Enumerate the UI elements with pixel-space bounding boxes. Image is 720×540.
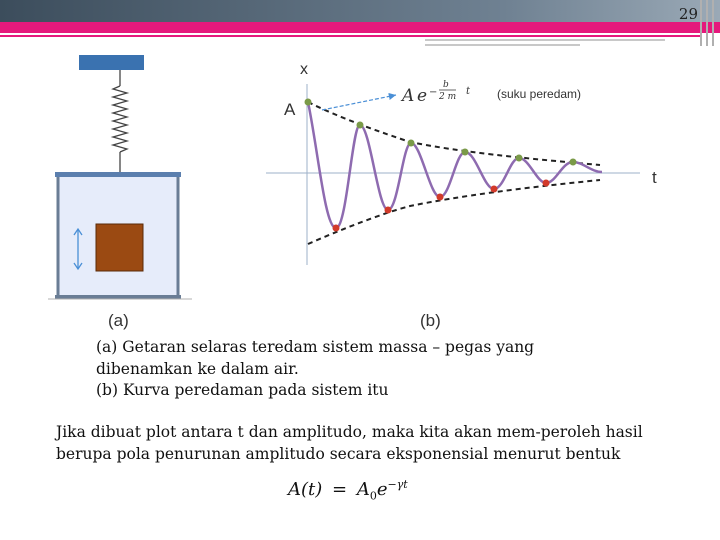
- envelope-pointer-arrow: [322, 95, 396, 110]
- spring-mass-diagram: [48, 55, 192, 330]
- trough-points: [333, 180, 550, 232]
- caption-line: dibenamkan ke dalam air.: [96, 359, 299, 378]
- damping-term-annotation: (suku peredam): [497, 87, 582, 101]
- ceiling-mount: [79, 55, 144, 70]
- svg-text:b: b: [443, 80, 449, 90]
- envelope-lower: [308, 180, 600, 244]
- decay-formula: [288, 478, 408, 503]
- caption-line: (b) Kurva peredaman pada sistem itu: [96, 381, 389, 399]
- paragraph-line: Jika dibuat plot antara t dan amplitudo, maka kita akan mem-peroleh hasil: [56, 423, 643, 441]
- svg-text:A: A: [402, 86, 415, 106]
- amplitude-label: A: [284, 100, 296, 119]
- water-surface-lid: [55, 172, 181, 177]
- damping-curve: [266, 61, 657, 330]
- mass-block: [96, 224, 143, 271]
- spring: [113, 86, 127, 152]
- formula-equals: =: [332, 479, 348, 500]
- formula-subscript: 0: [369, 489, 377, 503]
- svg-text:e: e: [417, 86, 428, 106]
- formula-exponent: −γt: [387, 478, 408, 491]
- paragraph-line: berupa pola penurunan amplitudo secara eksponensial menurut bentuk: [56, 445, 621, 463]
- envelope-formula: [400, 80, 471, 106]
- explanation-paragraph: [56, 421, 696, 465]
- page-number: 29: [678, 5, 698, 23]
- x-axis-label: x: [300, 61, 308, 78]
- svg-text:t: t: [466, 86, 471, 97]
- container-base: [55, 295, 181, 299]
- peak-points: [305, 99, 577, 166]
- formula-lhs: A(t): [288, 479, 323, 500]
- figure-b-label: (b): [420, 311, 441, 330]
- formula-amplitude: A: [356, 479, 370, 500]
- figure-a-label: (a): [108, 311, 129, 330]
- figure-caption: [96, 337, 576, 402]
- formula-exponential: e: [376, 479, 388, 500]
- caption-line: (a) Getaran selaras teredam sistem massa – pegas yang: [96, 338, 535, 356]
- svg-text:2 m: 2 m: [439, 92, 457, 102]
- svg-text:−: −: [429, 87, 438, 98]
- t-axis-label: t: [652, 168, 657, 187]
